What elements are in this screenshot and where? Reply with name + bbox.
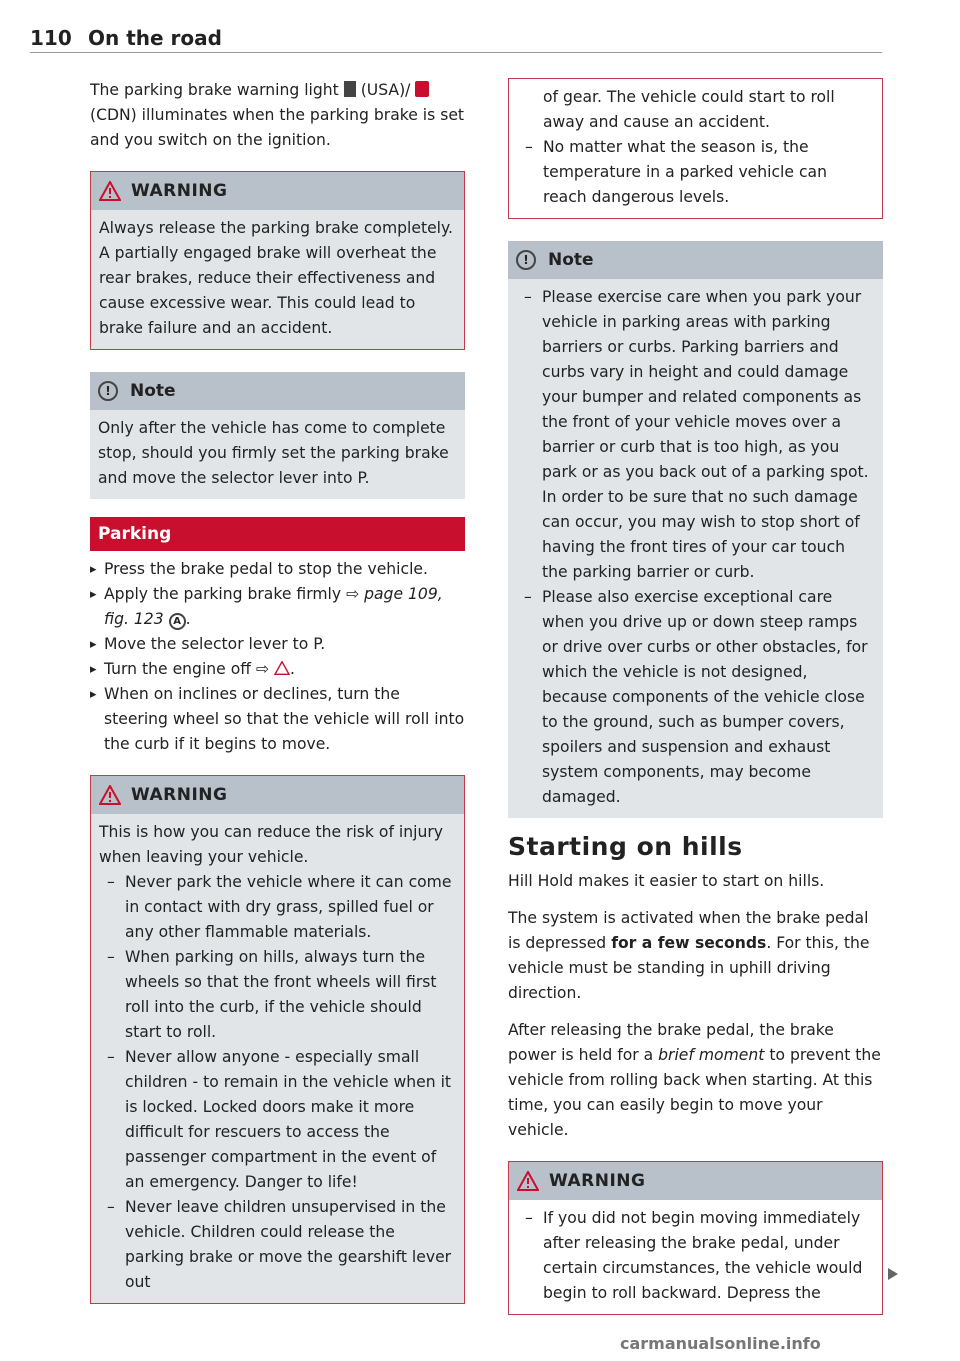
note-header: [90, 372, 465, 410]
warning-list: [99, 870, 456, 1295]
warning-item: – If you did not begin moving immediately after releasing the brake pedal, under certain circumstances, the vehicle would begin to roll backward. Depress the: [517, 1206, 874, 1306]
callout-a-icon: A: [169, 613, 186, 630]
header-title: On the road: [88, 26, 222, 50]
warning-box-brake: [90, 171, 465, 350]
warning-box-continued: [508, 78, 883, 219]
note-info-icon: !: [516, 250, 536, 270]
note-info-icon: !: [98, 381, 118, 401]
note-item: – Please also exercise exceptional care when you drive up or down steep ramps or drive over curbs or other obstacles, for which the vehicle is not designed, because components of the vehicle close to the ground, such as bumper covers, spoilers and suspension and exhaust system components, may become damaged.: [516, 585, 875, 810]
warning-text: Always release the parking brake completely. A partially engaged brake will overheat the rear brakes, reduce their effectiveness and cause excessive wear. This could lead to brake failure and an accident.: [99, 219, 453, 337]
warning-cont-text: of gear. The vehicle could start to roll away and cause an accident.: [543, 88, 835, 131]
parking-brake-cdn-icon: [415, 81, 429, 97]
warning-title: WARNING: [131, 785, 228, 805]
warning-title: WARNING: [549, 1171, 646, 1191]
page-header: [30, 22, 882, 53]
step-item: ▸ Apply the parking brake firmly ⇨ page 109, fig. 123 A .: [90, 582, 465, 632]
warning-triangle-icon: [517, 1171, 539, 1191]
step-item: ▸ Move the selector lever to P.: [90, 632, 465, 657]
warning-header: [91, 776, 464, 814]
hills-paragraph: The system is activated when the brake pedal is depressed for a few seconds. For this, the vehicle must be standing in uphill driving direction.: [508, 909, 870, 1002]
step-item: ▸ When on inclines or declines, turn the steering wheel so that the vehicle will roll into the curb if it begins to move.: [90, 682, 465, 757]
warning-triangle-icon: [274, 661, 290, 675]
parking-brake-usa-icon: [344, 81, 356, 97]
warning-header: [91, 172, 464, 210]
reference-arrow[interactable]: ⇨: [255, 660, 270, 678]
step-item: ▸ Turn the engine off ⇨ .: [90, 657, 465, 682]
warning-box-hill-hold: [508, 1161, 883, 1315]
left-column: [90, 78, 465, 1304]
warning-item: – No matter what the season is, the temperature in a parked vehicle can reach dangerous levels.: [517, 135, 874, 210]
note-item: – Please exercise care when you park your vehicle in parking areas with parking barriers or curbs. Parking barriers and curbs vary in height and could damage your bumper and related components as the front of your vehicle moves over a barrier or curb that is too high, as you park or as you back out of a parking spot. In order to be sure that no such damage can occur, you may wish to stop short of having the front tires of your car touch the parking barrier or curb.: [516, 285, 875, 585]
warning-item: – When parking on hills, always turn the wheels so that the front wheels will first roll into the curb, if the vehicle should start to roll.: [99, 945, 456, 1045]
warning-triangle-icon: [99, 785, 121, 805]
warning-header: [509, 1162, 882, 1200]
warning-item: – Never leave children unsupervised in the vehicle. Children could release the parking brake or move the gearshift lever out: [99, 1195, 456, 1295]
page-reference-link[interactable]: ⇨ page 109, fig. 123: [104, 585, 443, 628]
note-box-barriers: [508, 241, 883, 818]
warning-intro: This is how you can reduce the risk of injury when leaving your vehicle.: [99, 823, 443, 866]
page-number: 110: [30, 26, 72, 50]
warning-box-leaving: [90, 775, 465, 1304]
section-heading-hills: Starting on hills: [508, 832, 743, 861]
right-column: [508, 78, 883, 1315]
watermark: carmanualsonline.info: [620, 1334, 821, 1353]
warning-item: – Never allow anyone - especially small children - to remain in the vehicle when it is locked. Locked doors make it more difficult for rescuers to access the passenger compartment in the event of an emergency. Danger to life!: [99, 1045, 456, 1195]
hills-paragraph: After releasing the brake pedal, the brake power is held for a brief moment to prevent the vehicle from rolling back when starting. At this time, you can easily begin to move your vehicle.: [508, 1021, 881, 1139]
parking-steps: [90, 557, 465, 757]
note-title: Note: [130, 381, 176, 401]
intro-paragraph: The parking brake warning light (USA)/ (CDN) illuminates when the parking brake is set and you switch on the ignition.: [90, 81, 465, 149]
warning-triangle-icon: [99, 181, 121, 201]
note-text: Only after the vehicle has come to complete stop, should you firmly set the parking brake and move the selector lever into P.: [98, 419, 449, 487]
note-header: [508, 241, 883, 279]
section-heading-parking: Parking: [90, 517, 465, 551]
step-item: ▸ Press the brake pedal to stop the vehicle.: [90, 557, 465, 582]
continue-arrow-icon: [888, 1268, 898, 1280]
hills-paragraph: Hill Hold makes it easier to start on hills.: [508, 872, 825, 890]
note-box-selector: [90, 372, 465, 499]
note-title: Note: [548, 250, 594, 270]
warning-item: – Never park the vehicle where it can come in contact with dry grass, spilled fuel or any other flammable materials.: [99, 870, 456, 945]
warning-title: WARNING: [131, 181, 228, 201]
